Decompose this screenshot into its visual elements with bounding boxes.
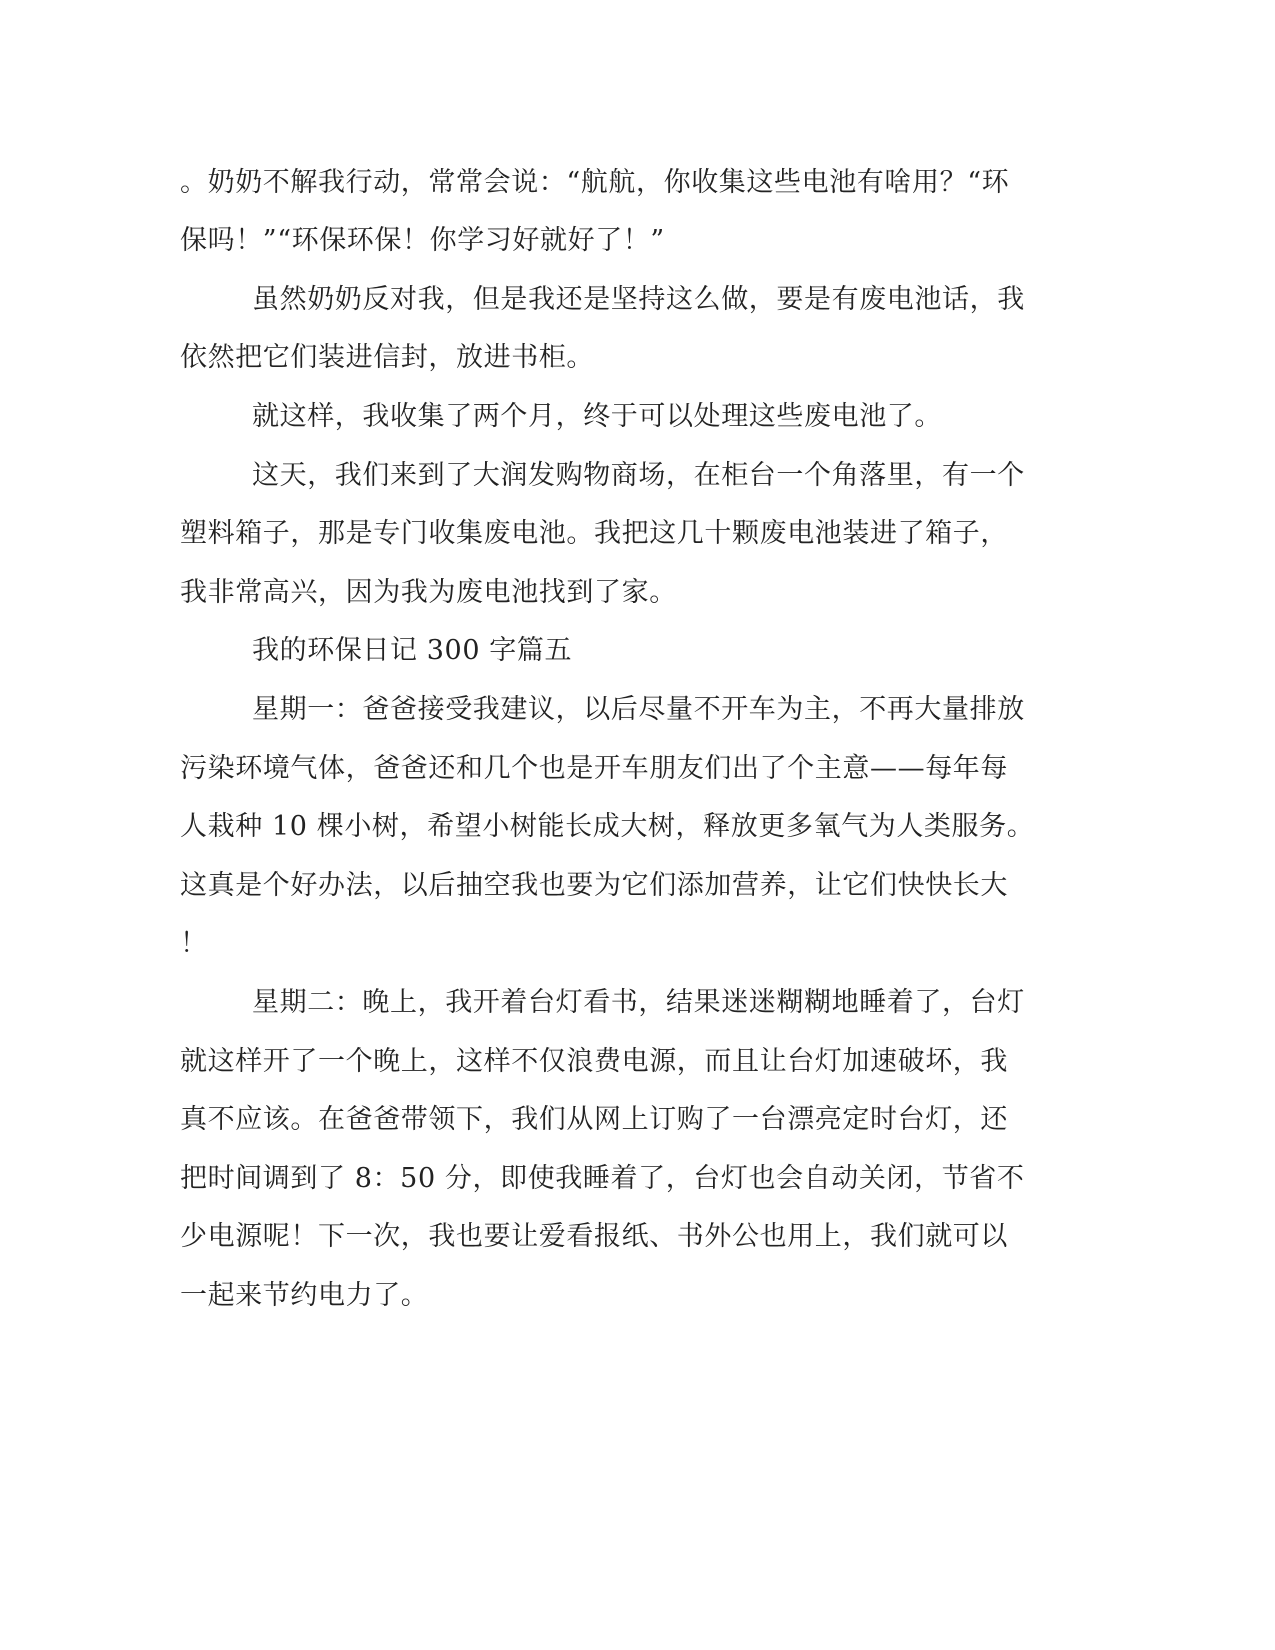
text-line: 这真是个好办法，以后抽空我也要为它们添加营养，让它们快快长大 bbox=[180, 870, 1008, 901]
text-line: 污染环境气体，爸爸还和几个也是开车朋友们出了个主意——每年每 bbox=[180, 753, 1008, 784]
text-line: 就这样，我收集了两个月，终于可以处理这些废电池了。 bbox=[252, 401, 942, 432]
text-line: 真不应该。在爸爸带领下，我们从网上订购了一台漂亮定时台灯，还 bbox=[180, 1104, 1008, 1135]
text-line: 。奶奶不解我行动，常常会说：“航航，你收集这些电池有啥用？“环 bbox=[180, 167, 1010, 198]
text-line: 星期一：爸爸接受我建议，以后尽量不开车为主，不再大量排放 bbox=[252, 694, 1025, 725]
text-line: 我非常高兴，因为我为废电池找到了家。 bbox=[180, 577, 677, 608]
text-line: 就这样开了一个晚上，这样不仅浪费电源，而且让台灯加速破坏，我 bbox=[180, 1046, 1008, 1077]
text-line: 星期二：晚上，我开着台灯看书，结果迷迷糊糊地睡着了，台灯 bbox=[252, 987, 1025, 1018]
text-line: 人栽种 10 棵小树，希望小树能长成大树，释放更多氧气为人类服务。 bbox=[180, 811, 1035, 842]
text-line: 保吗！”“环保环保！你学习好就好了！” bbox=[180, 225, 665, 256]
text-line: 一起来节约电力了。 bbox=[180, 1280, 429, 1311]
text-line: 少电源呢！下一次，我也要让爱看报纸、书外公也用上，我们就可以 bbox=[180, 1221, 1008, 1252]
text-line: 依然把它们装进信封，放进书柜。 bbox=[180, 342, 594, 373]
section-heading: 我的环保日记 300 字篇五 bbox=[252, 635, 573, 666]
text-line: 虽然奶奶反对我，但是我还是坚持这么做，要是有废电池话，我 bbox=[252, 284, 1025, 315]
text-line: 这天，我们来到了大润发购物商场，在柜台一个角落里，有一个 bbox=[252, 460, 1025, 491]
text-line: 塑料箱子，那是专门收集废电池。我把这几十颗废电池装进了箱子， bbox=[180, 518, 1008, 549]
text-line: ！ bbox=[180, 928, 208, 959]
text-line: 把时间调到了 8：50 分，即使我睡着了，台灯也会自动关闭，节省不 bbox=[180, 1163, 1025, 1194]
